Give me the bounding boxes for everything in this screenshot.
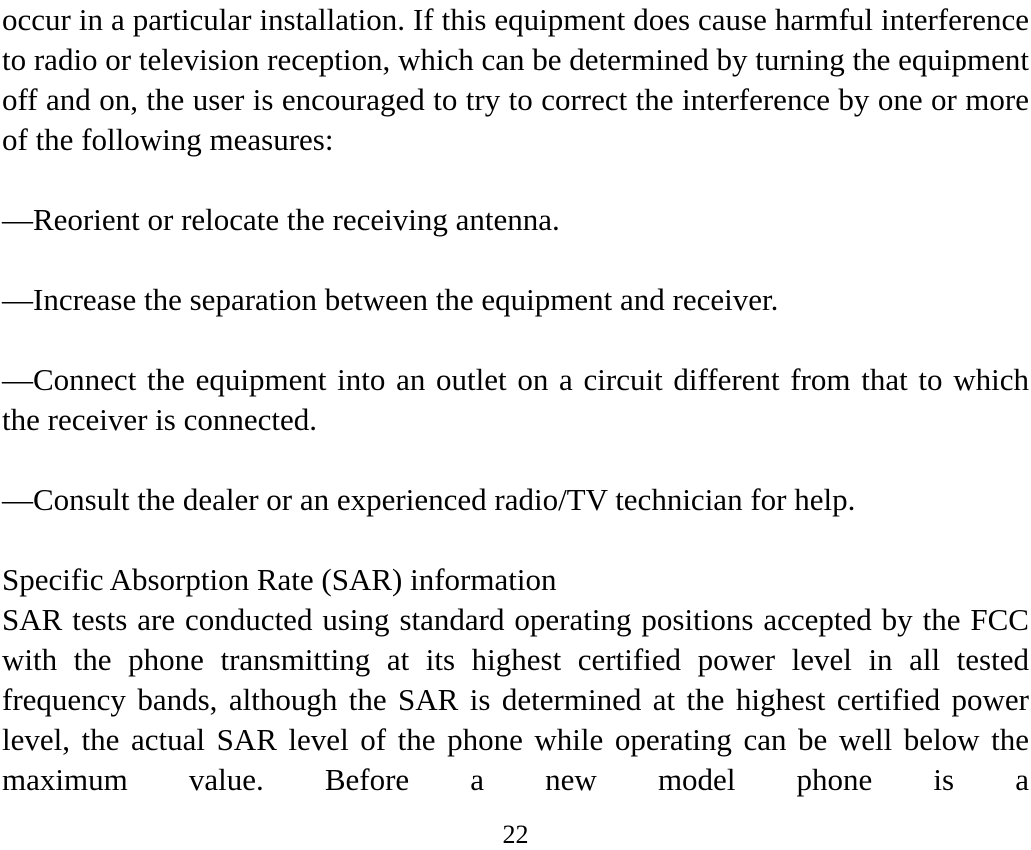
sar-paragraph: SAR tests are conducted using standard operating positions accepted by the FCC with the phone transmitting at its highest certified power level in all tested frequency bands, although the SAR is determined at the highest certified power level, the actual SAR level of the phone while operating can be well below the maximum value. Before a new model phone is a bbox=[2, 602, 1029, 797]
spacer bbox=[2, 440, 1029, 480]
spacer bbox=[2, 320, 1029, 360]
measure-item: —Reorient or relocate the receiving antenna. bbox=[2, 202, 560, 237]
page-number: 22 bbox=[502, 820, 529, 849]
measure-item: —Increase the separation between the equipment and receiver. bbox=[2, 282, 779, 317]
spacer bbox=[2, 240, 1029, 280]
spacer bbox=[2, 160, 1029, 200]
sar-heading: Specific Absorption Rate (SAR) information bbox=[2, 562, 557, 597]
measure-item: —Connect the equipment into an outlet on a circuit different from that to which the receiver is connected. bbox=[2, 362, 1029, 437]
intro-paragraph: occur in a particular installation. If this equipment does cause harmful interference to radio or television reception, which can be determined by turning the equipment off and on, the user is encouraged to try to correct the interference by one or more of the following measures: bbox=[2, 2, 1029, 157]
spacer bbox=[2, 520, 1029, 560]
document-page bbox=[2, 0, 1029, 800]
measure-item: —Consult the dealer or an experienced radio/TV technician for help. bbox=[2, 482, 856, 517]
